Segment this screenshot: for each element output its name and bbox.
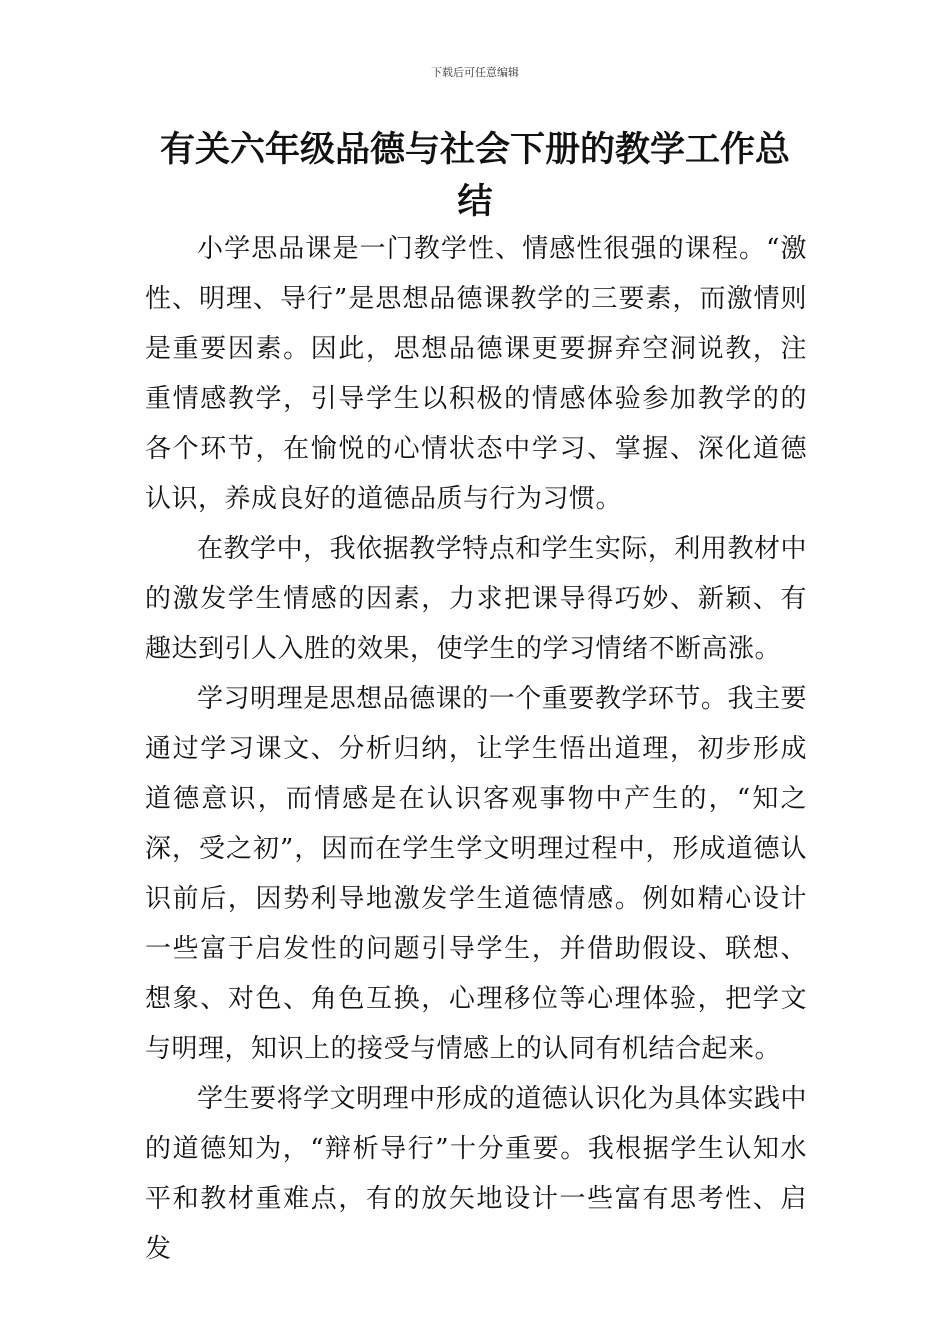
- paragraph-2: 在教学中，我依据教学特点和学生实际，利用教材中的激发学生情感的因素，力求把课导得巧妙、新颖、有趣达到引人入胜的效果，使学生的学习情绪不断高涨。: [145, 534, 807, 664]
- paragraph-4: 学生要将学文明理中形成的道德认识化为具体实践中的道德知为，“辩析导行”十分重要。我根据学生认知水平和教材重难点，有的放矢地设计一些富有思考性、启发: [145, 1084, 807, 1264]
- document-body: [145, 224, 807, 1274]
- paragraph-3: 学习明理是思想品德课的一个重要教学环节。我主要通过学习课文、分析归纳，让学生悟出道理，初步形成道德意识，而情感是在认识客观事物中产生的，“知之深，受之初”，因而在学生学文明理过程中，形成道德认识前后，因势利导地激发学生道德情感。例如精心设计一些富于启发性的问题引导学生，并借助假设、联想、想象、对色、角色互换，心理移位等心理体验，把学文与明理，知识上的接受与情感上的认同有机结合起来。: [145, 684, 807, 1064]
- document-title: 有关六年级品德与社会下册的教学工作总结: [159, 130, 790, 222]
- page-header: 下载后可任意编辑: [431, 66, 519, 79]
- paragraph-1: 小学思品课是一门教学性、情感性很强的课程。“激性、明理、导行”是思想品德课教学的三要素，而激情则是重要因素。因此，思想品德课更要摒弃空洞说教，注重情感教学，引导学生以积极的情感体验参加教学的的各个环节，在愉悦的心情状态中学习、掌握、深化道德认识，养成良好的道德品质与行为习惯。: [145, 234, 807, 514]
